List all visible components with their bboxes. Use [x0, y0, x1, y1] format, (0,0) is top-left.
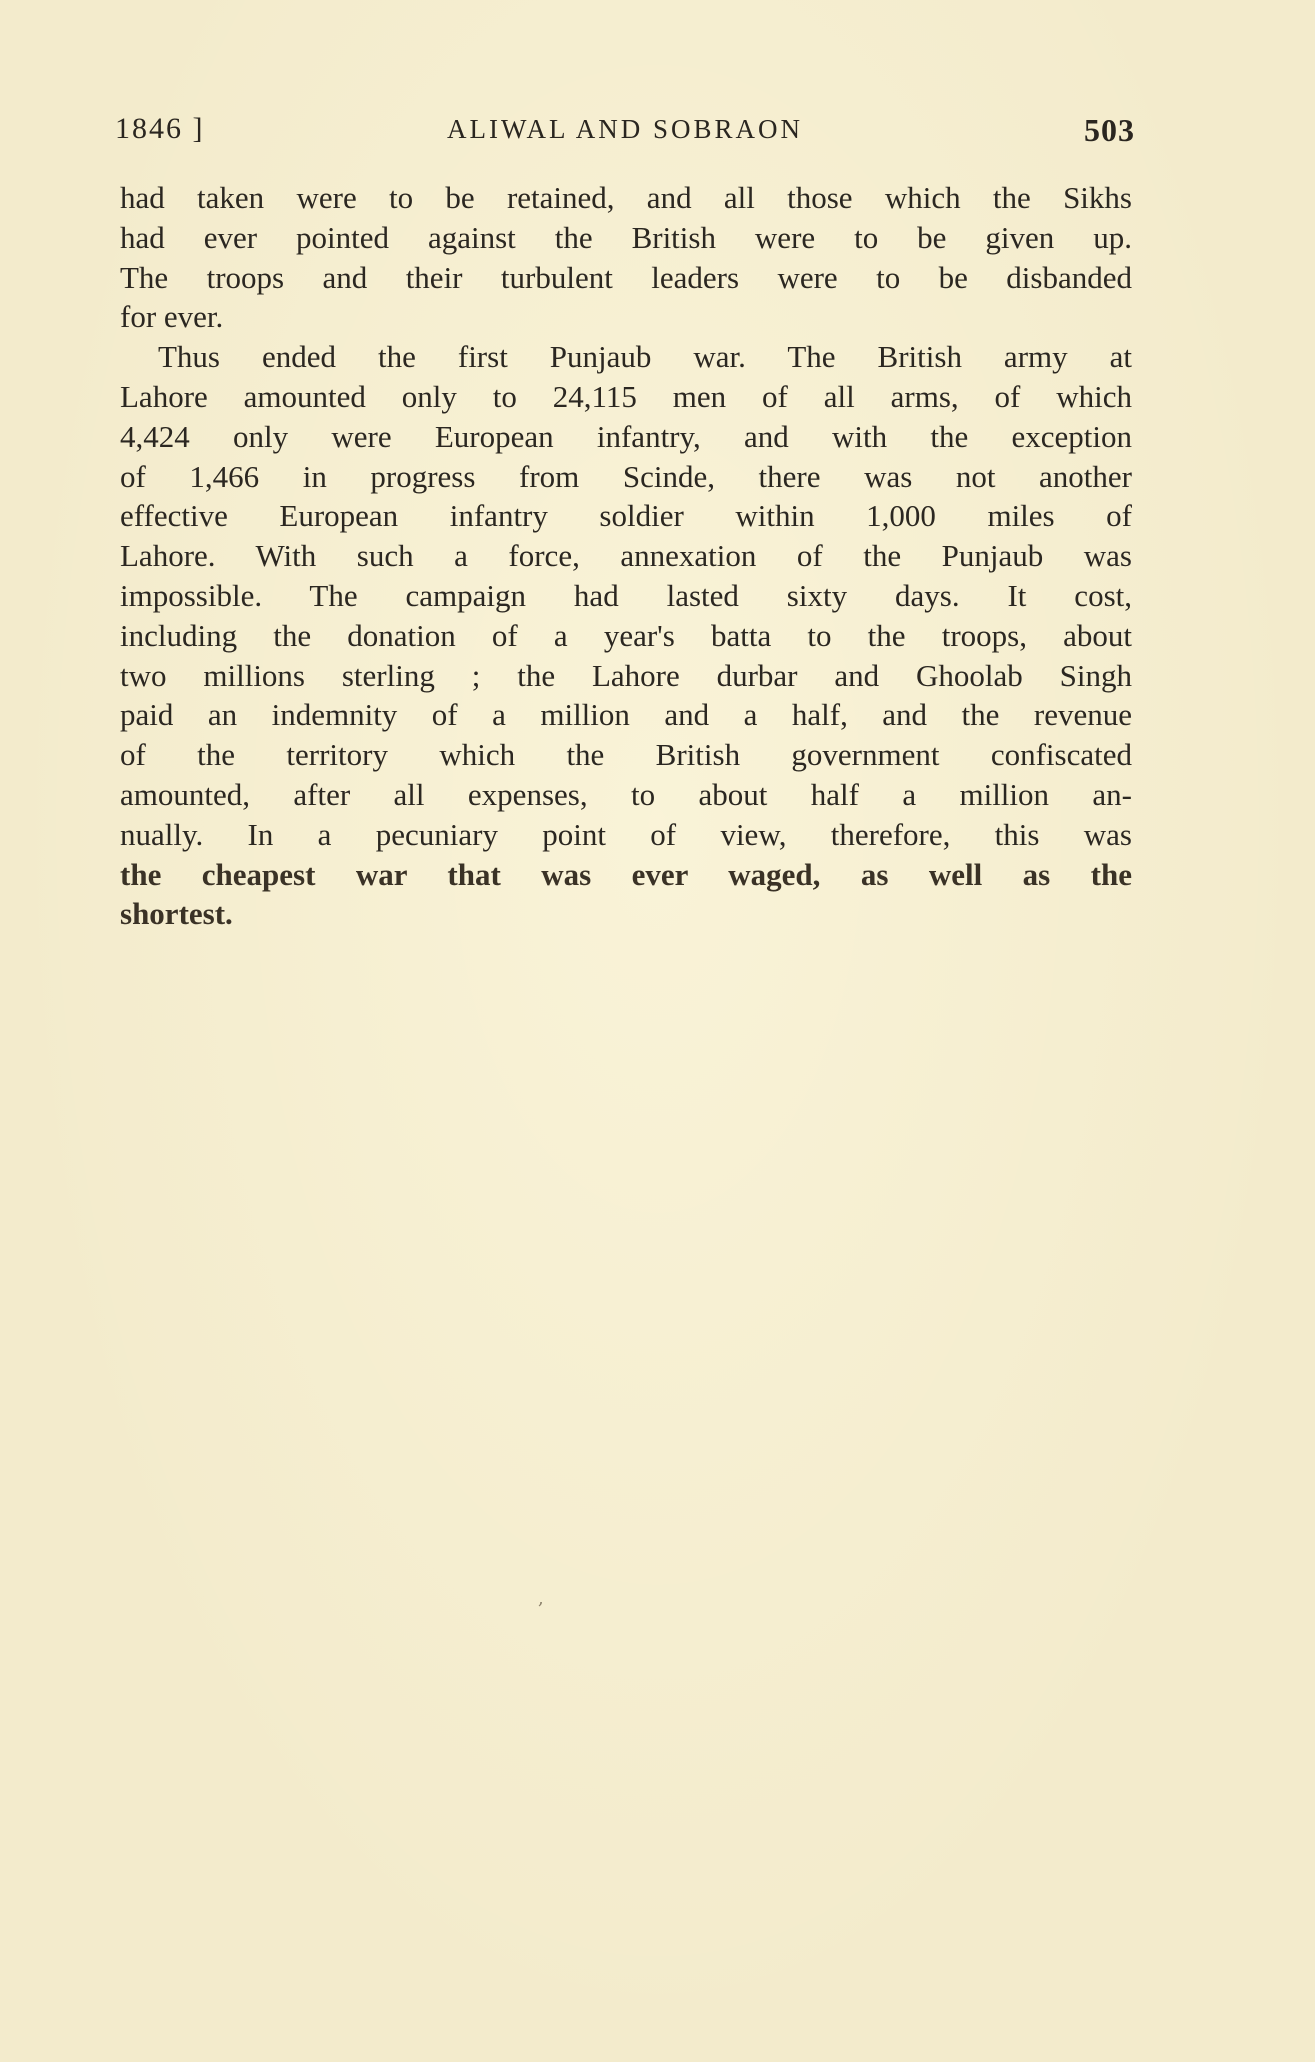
text-line: Lahore amounted only to 24,115 men of all arms, of which — [120, 378, 1132, 414]
page-number: 503 — [1084, 112, 1135, 148]
text-line: amounted, after all expenses, to about half a million an- — [120, 776, 1132, 812]
text-line: paid an indemnity of a million and a half, and the revenue — [120, 697, 1132, 733]
text-line: Lahore. With such a force, annexation of the Punjaub was — [120, 538, 1132, 574]
header-year: 1846 ] — [115, 112, 205, 145]
text-line: impossible. The campaign had lasted sixty days. It cost, — [120, 577, 1132, 613]
body-text — [120, 178, 1132, 934]
text-line: The troops and their turbulent leaders were to be disbanded — [120, 259, 1132, 295]
text-line: 4,424 only were European infantry, and with the exception — [120, 418, 1132, 454]
text-line: of 1,466 in progress from Scinde, there was not another — [120, 458, 1132, 494]
text-line: nually. In a pecuniary point of view, therefore, this was — [120, 816, 1132, 852]
text-line: shortest. — [120, 896, 233, 932]
text-line: of the territory which the British government confiscated — [120, 737, 1132, 773]
text-line: two millions sterling ; the Lahore durbar and Ghoolab Singh — [120, 657, 1132, 693]
text-line: for ever. — [120, 299, 224, 335]
text-line: had ever pointed against the British were to be given up. — [120, 219, 1132, 255]
text-line: including the donation of a year's batta to the troops, about — [120, 617, 1132, 653]
text-line: Thus ended the first Punjaub war. The British army at — [158, 339, 1132, 375]
text-line: had taken were to be retained, and all those which the Sikhs — [120, 180, 1132, 215]
header-title: ALIWAL AND SOBRAON — [447, 114, 803, 144]
text-line: effective European infantry soldier within 1,000 miles of — [120, 498, 1132, 534]
ink-speck: , — [538, 1588, 544, 1609]
text-line: the cheapest war that was ever waged, as well as the — [120, 856, 1132, 892]
running-head — [115, 112, 1135, 152]
